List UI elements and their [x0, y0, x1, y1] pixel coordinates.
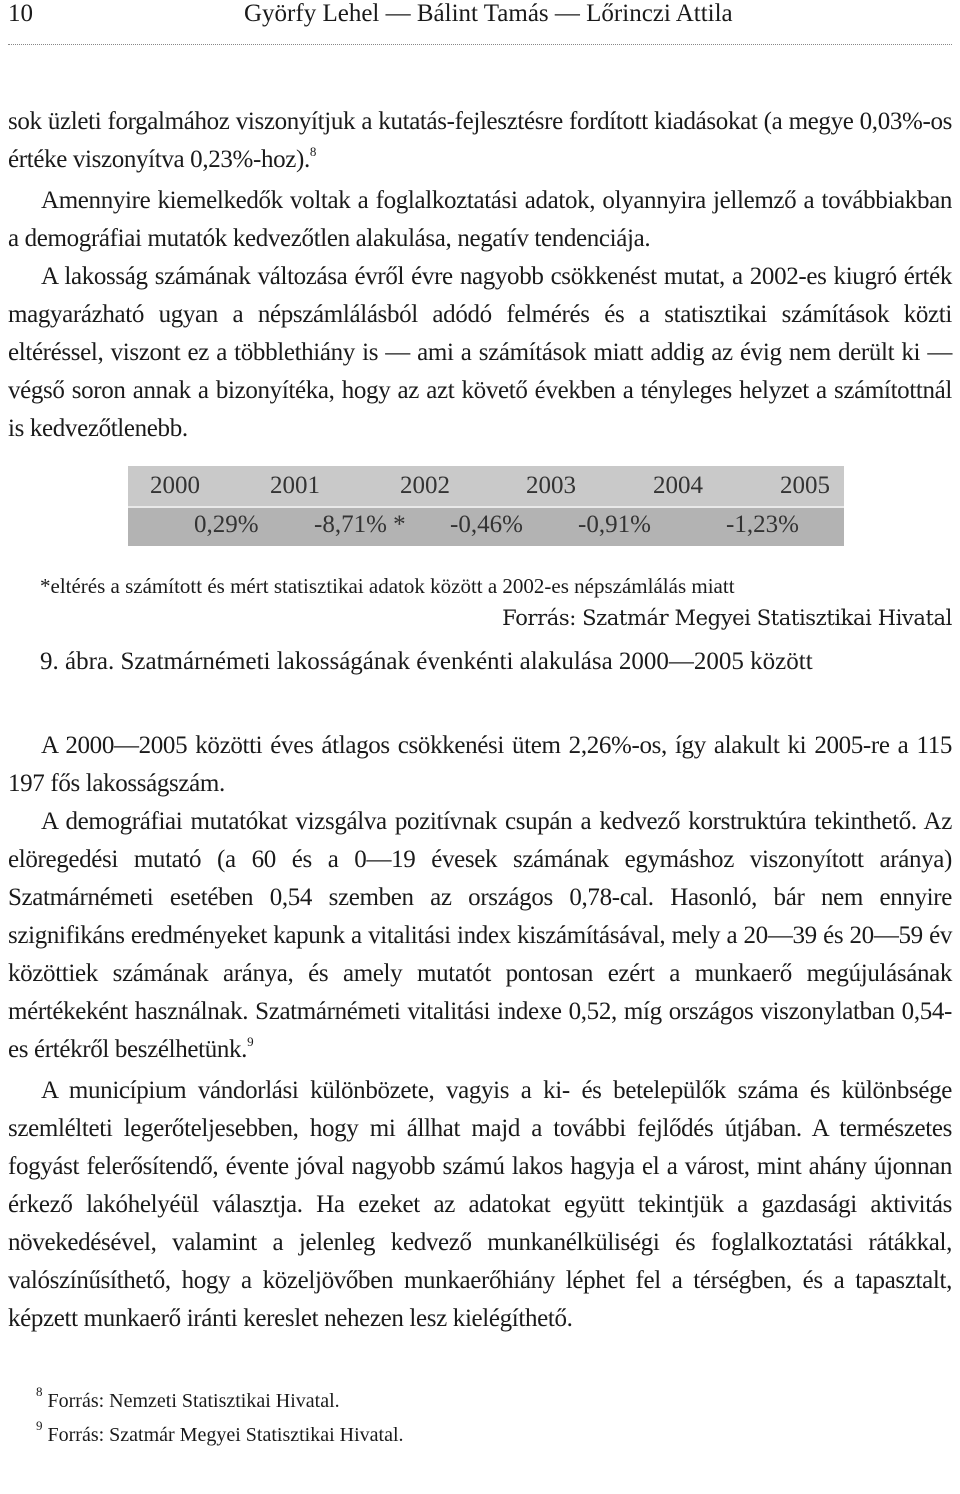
year-cell: 2005 — [780, 472, 830, 499]
running-head-authors: Györfy Lehel — Bálint Tamás — Lőrinczi Attila — [244, 0, 733, 27]
page-header — [0, 0, 960, 44]
footnote-text: Forrás: Szatmár Megyei Statisztikai Hivatal. — [47, 1424, 404, 1446]
footnote-number: 9 — [36, 1418, 43, 1433]
figure-caption: 9. ábra. Szatmárnémeti lakosságának évenkénti alakulása 2000—2005 között — [40, 648, 813, 675]
footnote-ref: 8 — [309, 144, 317, 159]
paragraph-text: Amennyire kiemelkedők voltak a foglalkoztatási adatok, olyannyira jellemző a továbbiakban a demográfiai mutatók kedvezőtlen alakulása, negatív tendenciája. — [8, 187, 952, 252]
footnote — [36, 1419, 404, 1453]
paragraph — [8, 258, 952, 448]
paragraph-text: A demográfiai mutatókat vizsgálva pozitívnak csupán a kedvező korstruktúra tekinthető. Az elöregedési mutató (a 60 és a 0—19 évesek számának egymáshoz viszonyított aránya) Szatmárnémeti esetében 0,54 szemben az országos 0,78-cal. Hasonló, bár nem ennyire szignifikáns eredményeket kapunk a vitalitási index kiszámításával, mely a 20—39 és 20—59 év közöttiek számának aránya, és amely mutatót pontosan ezért a munkaerő megújulásának mértékeként használnak. Szatmárnémeti vitalitási indexe 0,52, míg országos viszonylatban 0,54-es értékről beszélhetünk. — [8, 808, 952, 1063]
paragraph — [8, 182, 952, 258]
paragraph — [8, 727, 952, 803]
header-divider — [8, 44, 952, 45]
year-cell: 2003 — [526, 472, 576, 499]
footnotes — [36, 1385, 404, 1453]
value-cell: -1,23% — [726, 511, 799, 538]
footnote-text: Forrás: Nemzeti Statisztikai Hivatal. — [47, 1390, 340, 1412]
table-row-divider — [128, 506, 844, 508]
paragraph — [8, 803, 952, 1072]
page-number: 10 — [8, 0, 33, 27]
year-cell: 2001 — [270, 472, 320, 499]
value-cell: 0,29% — [194, 511, 259, 538]
population-change-table — [128, 466, 844, 546]
body-text-top — [8, 103, 952, 448]
paragraph-text: A lakosság számának változása évről évre nagyobb csökkenést mutat, a 2002-es kiugró érték magyarázható ugyan a népszámlálásból adódó felmérés és a statisztikai számítások közti eltéréssel, viszont ez a többlethiány is — ami a számítások miatt addig az évig nem derült ki — végső soron annak a bizonyítéka, hogy az azt követő években a tényleges helyzet a számítottnál is kedvezőtlenebb. — [8, 263, 952, 442]
value-cell: -8,71% * — [314, 511, 406, 538]
year-cell: 2002 — [400, 472, 450, 499]
paragraph-text: A municípium vándorlási különbözete, vagyis a ki- és betelepülők száma és különbsége szemlélteti legerőteljesebben, hogy mi állhat majd a további fejlődés útjában. A természetes fogyást felerősítendő, évente jóval nagyobb számú lakos hagyja el a várost, mint ahány újonnan érkező lakóhelyéül választja. Ha ezeket az adatokat együtt tekintjük a gazdasági aktivitás növekedésével, valamint a jelenleg kedvező munkanélküliségi és foglalkoztatási rátákkal, valószínűsíthető, hogy a közeljövőben munkaerőhiány léphet fel a térségben, és a tapasztalt, képzett munkaerő iránti kereslet nehezen lesz kielégíthető. — [8, 1077, 952, 1332]
table-note: *eltérés a számított és mért statisztikai adatok között a 2002-es népszámlálás miatt — [40, 574, 735, 598]
value-cell: -0,91% — [578, 511, 651, 538]
paragraph-text: A 2000—2005 közötti éves átlagos csökkenési ütem 2,26%-os, így alakult ki 2005-re a 115 197 fős lakosságszám. — [8, 732, 952, 797]
body-text-bottom — [8, 727, 952, 1338]
paragraph — [8, 1072, 952, 1338]
table-source: Forrás: Szatmár Megyei Statisztikai Hivatal — [502, 606, 952, 630]
footnote-ref: 9 — [247, 1034, 254, 1049]
paragraph — [8, 103, 952, 182]
year-cell: 2004 — [653, 472, 703, 499]
footnote — [36, 1385, 404, 1419]
footnote-number: 8 — [36, 1384, 43, 1399]
value-cell: -0,46% — [450, 511, 523, 538]
table-header-row — [128, 466, 844, 506]
year-cell: 2000 — [150, 472, 200, 499]
paragraph-text: sok üzleti forgalmához viszonyítjuk a kutatás-fejlesztésre fordított kiadásokat (a megye 0,03%-os értéke viszonyítva 0,23%-hoz). — [8, 108, 952, 173]
